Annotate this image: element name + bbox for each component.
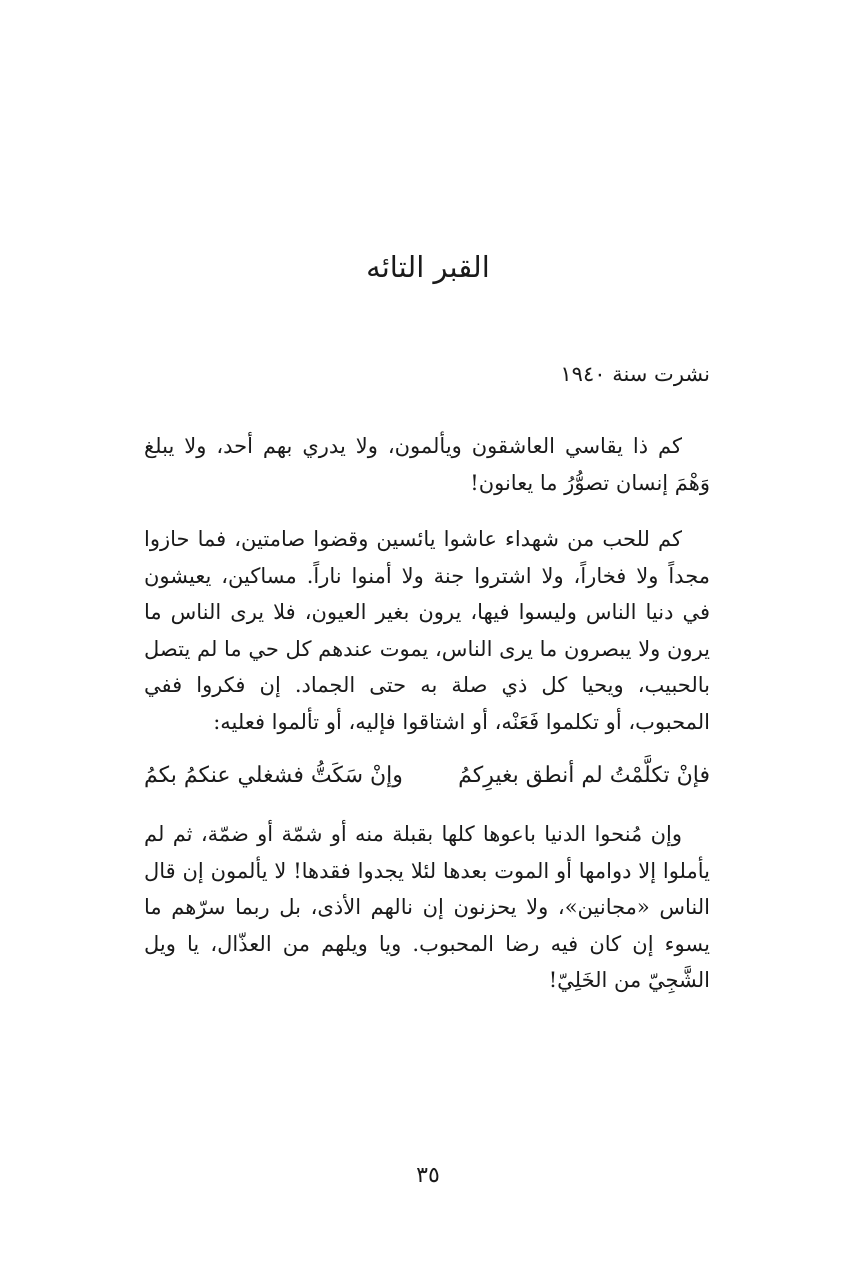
publication-note: نشرت سنة ١٩٤٠ bbox=[560, 362, 710, 386]
verse-first-hemistich: فإنْ تكلَّمْتُ لم أنطق بغيرِكمُ bbox=[458, 763, 710, 788]
chapter-title: القبر التائه bbox=[366, 250, 490, 284]
paragraph-2: كم للحب من شهداء عاشوا يائسين وقضوا صامتين، فما حازوا مجداً ولا فخاراً، ولا اشتروا جنة ولا أمنوا ناراً. مساكين، يعيشون في دنيا الناس وليسوا فيها، يرون بغير العيون، فلا يرى الناس ما يرون ولا يبصرون ما يرى الناس، يموت عندهم كل حي ما لم يتصل بالحبيب، ويحيا كل ذي صلة به حتى الجماد. إن فكروا ففي المحبوب، أو تكلموا فَعَنْه، أو اشتاقوا فإليه، أو تألموا فعليه: bbox=[144, 527, 710, 734]
page-number: ٣٥ bbox=[416, 1163, 440, 1188]
body-text bbox=[144, 428, 710, 1023]
paragraph-1: كم ذا يقاسي العاشقون ويألمون، ولا يدري بهم أحد، ولا يبلغ وَهْمَ إنسان تصوُّرُ ما يعانون! bbox=[144, 434, 710, 495]
paragraph-3: وإن مُنحوا الدنيا باعوها كلها بقبلة منه أو شمّة أو ضمّة، ثم لم يأملوا إلا دوامها أو الموت بعدها لئلا يجدوا فقدها! لا يألمون إن قال الناس «مجانين»، ولا يحزنون إن نالهم الأذى، بل ربما سرّهم ما يسوء إن كان فيه رضا المحبوب. ويا ويلهم من العذّال، يا ويل الشَّجِيّ من الخَلِيّ! bbox=[144, 822, 710, 992]
poetry-verse bbox=[144, 758, 710, 794]
verse-second-hemistich: وإنْ سَكَتُّ فشغلي عنكمُ بكمُ bbox=[144, 763, 403, 788]
